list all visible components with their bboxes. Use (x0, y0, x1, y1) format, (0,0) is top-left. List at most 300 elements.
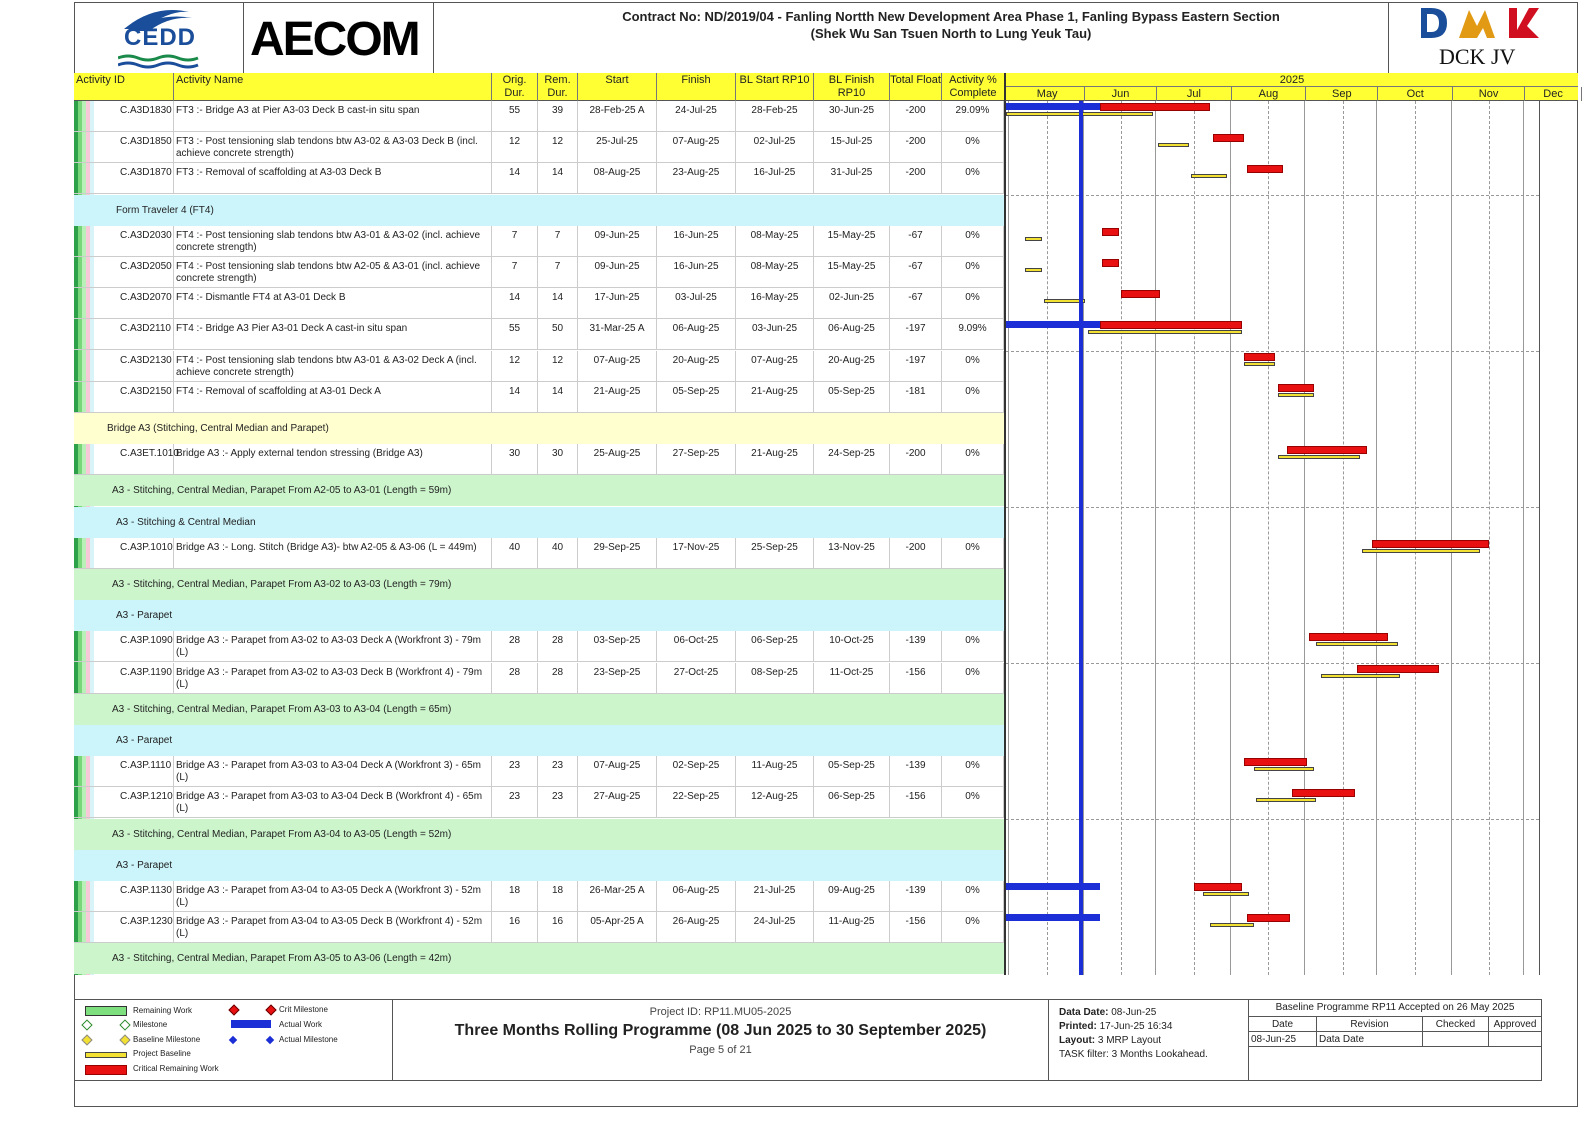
header (74, 2, 1578, 74)
cell-od: 23 (492, 756, 538, 787)
milestone-icon (81, 1019, 92, 1030)
cell-blf: 15-May-25 (814, 226, 890, 257)
cell-blf: 05-Sep-25 (814, 382, 890, 413)
critical-work-bar[interactable] (1121, 290, 1159, 298)
cell-tf: -181 (890, 382, 942, 413)
cell-pc: 0% (942, 132, 1004, 163)
col-activity-id[interactable]: Activity ID (74, 73, 174, 101)
cell-name: FT3 :- Removal of scaffolding at A3-03 Deck B (174, 163, 492, 194)
group-header-row[interactable] (74, 943, 1004, 974)
cedd-logo-text: CEDD (124, 24, 197, 51)
baseline-bar[interactable] (1278, 455, 1360, 459)
cell-od: 14 (492, 382, 538, 413)
group-header-row[interactable] (74, 600, 1004, 631)
aecom-logo (244, 2, 434, 74)
group-header-row[interactable] (74, 850, 1004, 881)
cell-pc: 0% (942, 631, 1004, 662)
group-label: A3 - Stitching, Central Median, Parapet From A3-02 to A3-03 (Length = 79m) (112, 579, 452, 590)
rev-header-date: Date (1249, 1016, 1317, 1031)
baseline-bar[interactable] (1191, 174, 1227, 178)
cell-start: 17-Jun-25 (578, 288, 657, 319)
month-gridline (1083, 101, 1084, 975)
cell-bls: 08-Sep-25 (736, 663, 814, 694)
cell-pc: 0% (942, 226, 1004, 257)
cell-finish: 06-Oct-25 (657, 631, 736, 662)
month-gridline (1155, 101, 1156, 975)
legend-critical-swatch (85, 1065, 127, 1075)
month-gridline (1008, 101, 1009, 975)
table-row[interactable] (74, 101, 1004, 132)
cell-id: C.A3D2130 (98, 351, 174, 382)
cell-od: 55 (492, 101, 538, 132)
cell-id: C.A3D1830 (98, 101, 174, 132)
col-pct-complete[interactable]: Activity % Complete (949, 74, 997, 99)
cell-id: C.A3P.1090 (98, 631, 174, 662)
table-row[interactable] (74, 538, 1004, 569)
contract-title-line1: Contract No: ND/2019/04 - Fanling Nortth New Development Area Phase 1, Fanling Bypass Eastern Section (622, 9, 1280, 24)
critical-work-bar[interactable] (1247, 165, 1283, 173)
cell-blf: 24-Sep-25 (814, 444, 890, 475)
cell-start: 05-Apr-25 A (578, 912, 657, 943)
cell-od: 7 (492, 257, 538, 288)
half-month-gridline (1268, 101, 1269, 975)
table-row[interactable] (74, 163, 1004, 194)
group-label: A3 - Parapet (116, 859, 173, 871)
cell-pc: 29.09% (942, 101, 1004, 132)
cell-bls: 12-Aug-25 (736, 787, 814, 818)
cell-pc: 0% (942, 163, 1004, 194)
cell-finish: 23-Aug-25 (657, 163, 736, 194)
cell-name: Bridge A3 :- Long. Stitch (Bridge A3)- btw A2-05 & A3-06 (L = 449m) (174, 538, 492, 569)
baseline-bar[interactable] (1316, 642, 1398, 646)
cell-rd: 23 (538, 787, 578, 818)
critical-work-bar[interactable] (1100, 103, 1211, 111)
cell-bls: 21-Jul-25 (736, 881, 814, 912)
critical-work-bar[interactable] (1102, 228, 1119, 236)
cell-id: C.A3D2110 (98, 319, 174, 350)
cell-pc: 0% (942, 663, 1004, 694)
baseline-bar[interactable] (1254, 767, 1314, 771)
table-row[interactable] (74, 319, 1004, 350)
half-month-gridline (1194, 101, 1195, 975)
print-info (1049, 1000, 1249, 1080)
legend-actual-milestone-label: Actual Milestone (279, 1035, 338, 1044)
cell-blf: 15-May-25 (814, 257, 890, 288)
group-header-row[interactable] (74, 819, 1004, 850)
cell-rd: 7 (538, 257, 578, 288)
row-gridline (1006, 819, 1539, 820)
baseline-bar[interactable] (1321, 674, 1400, 678)
cell-rd: 16 (538, 912, 578, 943)
cell-finish: 06-Aug-25 (657, 319, 736, 350)
row-gridline (1006, 195, 1539, 196)
group-label: A3 - Stitching, Central Median, Parapet From A3-03 to A3-04 (Length = 65m) (112, 703, 452, 715)
cell-name: FT4 :- Post tensioning slab tendons btw A2-05 & A3-01 (incl. achieve concrete strength) (174, 257, 492, 288)
cell-finish: 22-Sep-25 (657, 787, 736, 818)
cell-finish: 03-Jul-25 (657, 288, 736, 319)
cell-od: 7 (492, 226, 538, 257)
group-header-row[interactable] (74, 569, 1004, 600)
cell-pc: 9.09% (942, 319, 1004, 350)
cell-name: Bridge A3 :- Parapet from A3-02 to A3-03 Deck A (Workfront 3) - 79m (L) (174, 631, 492, 662)
cell-rd: 23 (538, 756, 578, 787)
cell-tf: -200 (890, 163, 942, 194)
table-row[interactable] (74, 881, 1004, 912)
cell-bls: 21-Aug-25 (736, 444, 814, 475)
table-row[interactable] (74, 756, 1004, 787)
actual-work-bar[interactable] (1006, 321, 1100, 328)
cell-bls: 28-Feb-25 (736, 101, 814, 132)
group-label: A3 - Stitching & Central Median (116, 516, 256, 528)
col-bl-finish[interactable]: BL Finish RP10 (814, 73, 890, 101)
cell-od: 30 (492, 444, 538, 475)
cell-name: FT3 :- Post tensioning slab tendons btw A3-02 & A3-03 Deck B (incl. achieve concrete strength) (174, 132, 492, 163)
cell-tf: -156 (890, 787, 942, 818)
row-gridline (1006, 663, 1539, 664)
legend-critical-label: Critical Remaining Work (133, 1064, 219, 1073)
group-header-row[interactable] (74, 507, 1004, 538)
baseline-bar[interactable] (1244, 362, 1275, 366)
cell-name: Bridge A3 :- Parapet from A3-04 to A3-05 Deck A (Workfront 3) - 52m (L) (174, 881, 492, 912)
cell-rd: 28 (538, 663, 578, 694)
critical-work-bar[interactable] (1372, 540, 1490, 548)
group-label: Form Traveler 4 (FT4) (116, 204, 214, 216)
cell-start: 07-Aug-25 (578, 756, 657, 787)
cell-blf: 06-Aug-25 (814, 319, 890, 350)
cell-id: C.A3P.1110 (98, 756, 174, 787)
critical-work-bar[interactable] (1309, 633, 1388, 641)
cell-finish: 06-Aug-25 (657, 881, 736, 912)
cell-bls: 16-Jul-25 (736, 163, 814, 194)
cell-blf: 13-Nov-25 (814, 538, 890, 569)
table-row[interactable] (74, 912, 1004, 943)
cell-start: 25-Aug-25 (578, 444, 657, 475)
cell-id: C.A3D2030 (98, 226, 174, 257)
cell-od: 16 (492, 912, 538, 943)
cell-od: 40 (492, 538, 538, 569)
cell-od: 12 (492, 351, 538, 382)
month-gridline (1304, 101, 1305, 975)
cell-finish: 24-Jul-25 (657, 101, 736, 132)
month-gridline (1451, 101, 1452, 975)
cell-pc: 0% (942, 351, 1004, 382)
month-gridline (1523, 101, 1524, 975)
cell-blf: 10-Oct-25 (814, 631, 890, 662)
baseline-bar[interactable] (1210, 923, 1253, 927)
month-gridline (1376, 101, 1377, 975)
row-gridline (1006, 507, 1539, 508)
cell-tf: -156 (890, 912, 942, 943)
col-rem-dur[interactable]: Rem. Dur. (538, 73, 578, 101)
cell-pc: 0% (942, 912, 1004, 943)
timeline-month: Sep (1306, 87, 1378, 101)
cell-finish: 27-Sep-25 (657, 444, 736, 475)
group-label: A3 - Parapet (116, 735, 173, 746)
cell-start: 09-Jun-25 (578, 226, 657, 257)
cell-pc: 0% (942, 787, 1004, 818)
cedd-logo (74, 2, 244, 74)
cell-blf: 06-Sep-25 (814, 787, 890, 818)
timeline-month: Jul (1157, 87, 1232, 101)
cell-name: Bridge A3 :- Parapet from A3-02 to A3-03 Deck B (Workfront 4) - 79m (L) (174, 663, 492, 694)
cell-id: C.A3P.1130 (98, 881, 174, 912)
critical-work-bar[interactable] (1194, 883, 1242, 891)
cell-blf: 11-Oct-25 (814, 663, 890, 694)
filter-info: TASK filter: 3 Months Lookahead. (1059, 1049, 1208, 1060)
group-label: A3 - Stitching, Central Median, Parapet From A3-04 to A3-05 (Length = 52m) (112, 828, 452, 840)
cell-finish: 27-Oct-25 (657, 663, 736, 694)
cell-start: 09-Jun-25 (578, 257, 657, 288)
revision-block (1249, 1000, 1541, 1080)
cell-od: 12 (492, 132, 538, 163)
programme-title: Three Months Rolling Programme (08 Jun 2025 to 30 September 2025) (454, 1022, 987, 1039)
timeline-header (1004, 73, 1578, 101)
table-row[interactable] (74, 663, 1004, 694)
baseline-bar[interactable] (1088, 330, 1242, 334)
cell-rd: 7 (538, 226, 578, 257)
cell-name: FT3 :- Bridge A3 at Pier A3-03 Deck B cast-in situ span (174, 101, 492, 132)
cell-blf: 30-Jun-25 (814, 101, 890, 132)
cell-finish: 16-Jun-25 (657, 257, 736, 288)
cell-pc: 0% (942, 382, 1004, 413)
cell-blf: 15-Jul-25 (814, 132, 890, 163)
rev-header-revision: Revision (1317, 1016, 1423, 1031)
critical-work-bar[interactable] (1247, 914, 1290, 922)
timeline-month: Nov (1453, 87, 1525, 101)
timeline-month: Aug (1232, 87, 1307, 101)
cell-id: C.A3D1850 (98, 132, 174, 163)
critical-work-bar[interactable] (1278, 384, 1314, 392)
col-bl-start[interactable]: BL Start RP10 (736, 73, 814, 101)
half-month-gridline (1415, 101, 1416, 975)
cell-start: 23-Sep-25 (578, 663, 657, 694)
cell-bls: 02-Jul-25 (736, 132, 814, 163)
rev-revision: Data Date (1317, 1031, 1423, 1046)
cell-bls: 03-Jun-25 (736, 319, 814, 350)
legend-remaining-swatch (85, 1006, 127, 1016)
col-activity-name[interactable]: Activity Name (174, 73, 492, 101)
cell-name: Bridge A3 :- Parapet from A3-03 to A3-04 Deck B (Workfront 4) - 65m (L) (174, 787, 492, 818)
cell-start: 29-Sep-25 (578, 538, 657, 569)
baseline-bar[interactable] (1025, 237, 1042, 241)
rev-blank (1249, 1046, 1541, 1080)
group-label: A3 - Stitching, Central Median, Parapet From A3-05 to A3-06 (Length = 42m) (112, 953, 452, 965)
actual-work-bar[interactable] (1006, 103, 1100, 110)
layout-info: Layout: 3 MRP Layout (1059, 1035, 1162, 1046)
cell-finish: 07-Aug-25 (657, 132, 736, 163)
table-row[interactable] (74, 382, 1004, 413)
footer-title-block (393, 1000, 1049, 1080)
cell-finish: 26-Aug-25 (657, 912, 736, 943)
legend (75, 1000, 393, 1080)
cell-bls: 07-Aug-25 (736, 351, 814, 382)
cell-name: Bridge A3 :- Parapet from A3-04 to A3-05 Deck B (Workfront 4) - 52m (L) (174, 912, 492, 943)
group-label: A3 - Stitching, Central Median, Parapet From A2-05 to A3-01 (Length = 59m) (112, 485, 452, 497)
col-orig-dur[interactable]: Orig. Dur. (492, 73, 538, 101)
cell-od: 55 (492, 319, 538, 350)
cell-id: C.A3D1870 (98, 163, 174, 194)
cell-start: 07-Aug-25 (578, 351, 657, 382)
timeline-month: Jun (1085, 87, 1157, 101)
cell-name: FT4 :- Bridge A3 Pier A3-01 Deck A cast-in situ span (174, 319, 492, 350)
cell-blf: 20-Aug-25 (814, 351, 890, 382)
cell-bls: 21-Aug-25 (736, 382, 814, 413)
cell-blf: 09-Aug-25 (814, 881, 890, 912)
cell-tf: -200 (890, 101, 942, 132)
table-row[interactable] (74, 132, 1004, 163)
baseline-bar[interactable] (1025, 268, 1042, 272)
cell-rd: 18 (538, 881, 578, 912)
data-date-line (1079, 101, 1083, 975)
data-date-info: Data Date: 08-Jun-25 (1059, 1007, 1157, 1018)
table-row[interactable] (74, 351, 1004, 382)
critical-work-bar[interactable] (1244, 353, 1275, 361)
cell-od: 18 (492, 881, 538, 912)
cell-start: 27-Aug-25 (578, 787, 657, 818)
cell-pc: 0% (942, 444, 1004, 475)
cell-finish: 02-Sep-25 (657, 756, 736, 787)
cell-id: C.A3D2070 (98, 288, 174, 319)
group-header-row[interactable] (74, 694, 1004, 725)
contract-title (434, 8, 1468, 42)
rev-header-approved: Approved (1489, 1016, 1541, 1031)
cell-blf: 11-Aug-25 (814, 912, 890, 943)
cell-id: C.A3P.1230 (98, 912, 174, 943)
table-row[interactable] (74, 288, 1004, 319)
legend-crit-milestone-label: Crit Milestone (279, 1005, 328, 1014)
cell-blf: 02-Jun-25 (814, 288, 890, 319)
cell-name: FT4 :- Dismantle FT4 at A3-01 Deck B (174, 288, 492, 319)
group-header-row[interactable] (74, 195, 1004, 226)
baseline-note: Baseline Programme RP11 Accepted on 26 May 2025 (1275, 1002, 1515, 1013)
cell-pc: 0% (942, 756, 1004, 787)
cell-finish: 17-Nov-25 (657, 538, 736, 569)
timeline-month: May (1010, 87, 1085, 101)
cell-pc: 0% (942, 288, 1004, 319)
footer (74, 999, 1542, 1081)
cedd-water-icon (118, 54, 238, 70)
rev-checked (1423, 1031, 1489, 1046)
baseline-bar[interactable] (1158, 143, 1189, 147)
cell-bls: 16-May-25 (736, 288, 814, 319)
cell-tf: -200 (890, 538, 942, 569)
table-row[interactable] (74, 631, 1004, 662)
cell-id: C.A3P.1190 (98, 663, 174, 694)
group-header-row[interactable] (74, 475, 1004, 506)
actual-work-bar[interactable] (1006, 883, 1100, 890)
critical-work-bar[interactable] (1357, 665, 1439, 673)
actual-milestone-icon (229, 1036, 237, 1044)
critical-work-bar[interactable] (1213, 134, 1244, 142)
legend-baseline-label: Project Baseline (133, 1049, 191, 1058)
column-header (74, 73, 1004, 101)
cell-rd: 12 (538, 132, 578, 163)
group-header-row[interactable] (74, 725, 1004, 756)
group-header-row[interactable] (74, 413, 1004, 444)
crit-milestone-icon (265, 1004, 276, 1015)
actual-work-bar[interactable] (1006, 914, 1100, 921)
baseline-bar[interactable] (1278, 393, 1314, 397)
cell-start: 31-Mar-25 A (578, 319, 657, 350)
cell-blf: 05-Sep-25 (814, 756, 890, 787)
cell-tf: -156 (890, 663, 942, 694)
cell-od: 28 (492, 663, 538, 694)
cell-finish: 20-Aug-25 (657, 351, 736, 382)
cell-tf: -67 (890, 257, 942, 288)
legend-milestone-label: Milestone (133, 1020, 168, 1029)
month-gridline (1230, 101, 1231, 975)
cell-start: 26-Mar-25 A (578, 881, 657, 912)
col-total-float[interactable]: Total Float (890, 73, 942, 101)
rev-header-checked: Checked (1423, 1016, 1489, 1031)
cell-bls: 08-May-25 (736, 226, 814, 257)
critical-work-bar[interactable] (1292, 789, 1355, 797)
dck-marks-icon (1417, 4, 1557, 42)
table-row[interactable] (74, 226, 1004, 257)
table-row[interactable] (74, 787, 1004, 818)
cell-name: Bridge A3 :- Apply external tendon stressing (Bridge A3) (174, 444, 492, 475)
project-id: Project ID: RP11.MU05-2025 (649, 1006, 792, 1018)
cell-tf: -139 (890, 756, 942, 787)
baseline-milestone-icon (119, 1034, 130, 1045)
cell-bls: 24-Jul-25 (736, 912, 814, 943)
baseline-bar[interactable] (1256, 798, 1316, 802)
col-finish[interactable]: Finish (657, 73, 736, 101)
cell-tf: -67 (890, 226, 942, 257)
col-start[interactable]: Start (578, 73, 657, 101)
cell-id: C.A3D2150 (98, 382, 174, 413)
cell-rd: 12 (538, 351, 578, 382)
legend-baseline-milestone-label: Baseline Milestone (133, 1035, 201, 1044)
cell-rd: 14 (538, 288, 578, 319)
critical-work-bar[interactable] (1100, 321, 1242, 329)
half-month-gridline (1343, 101, 1344, 975)
cell-od: 23 (492, 787, 538, 818)
actual-milestone-icon (266, 1036, 274, 1044)
group-label: Bridge A3 (Stitching, Central Median and Parapet) (107, 423, 329, 434)
critical-work-bar[interactable] (1102, 259, 1119, 267)
printed-info: Printed: 17-Jun-25 16:34 (1059, 1021, 1173, 1032)
baseline-bar[interactable] (1203, 892, 1249, 896)
cell-start: 21-Aug-25 (578, 382, 657, 413)
cell-rd: 50 (538, 319, 578, 350)
cell-pc: 0% (942, 257, 1004, 288)
critical-work-bar[interactable] (1244, 758, 1307, 766)
baseline-bar[interactable] (1362, 549, 1480, 553)
cell-od: 14 (492, 288, 538, 319)
cell-id: C.A3D2050 (98, 257, 174, 288)
row-gridline (1006, 351, 1539, 352)
cell-name: Bridge A3 :- Parapet from A3-03 to A3-04 Deck A (Workfront 3) - 65m (L) (174, 756, 492, 787)
cell-bls: 08-May-25 (736, 257, 814, 288)
contract-title-line2: (Shek Wu San Tsuen North to Lung Yeuk Tau) (810, 26, 1092, 41)
table-row[interactable] (74, 257, 1004, 288)
critical-work-bar[interactable] (1287, 446, 1366, 454)
table-row[interactable] (74, 444, 1004, 475)
cell-pc: 0% (942, 538, 1004, 569)
cell-name: FT4 :- Post tensioning slab tendons btw A3-01 & A3-02 (incl. achieve concrete strength) (174, 226, 492, 257)
cell-start: 28-Feb-25 A (578, 101, 657, 132)
timeline-month: Oct (1378, 87, 1453, 101)
cell-tf: -197 (890, 351, 942, 382)
cell-rd: 39 (538, 101, 578, 132)
cell-finish: 16-Jun-25 (657, 226, 736, 257)
cell-start: 03-Sep-25 (578, 631, 657, 662)
cell-id: C.A3P.1210 (98, 787, 174, 818)
legend-remaining-label: Remaining Work (133, 1006, 192, 1015)
rev-date: 08-Jun-25 (1249, 1031, 1317, 1046)
gantt-timeline (1004, 101, 1540, 975)
